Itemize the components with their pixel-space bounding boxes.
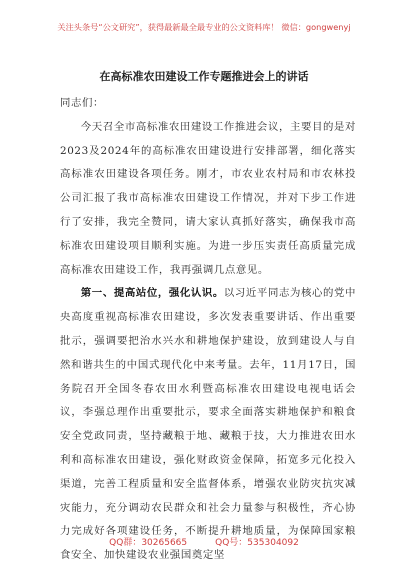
footer-qq-number: QQ号：535304092 bbox=[215, 538, 299, 548]
section-1-heading: 第一、提高站位，强化认识。 bbox=[80, 287, 224, 300]
document-title: 在高标准农田建设工作专题推进会上的讲话 bbox=[99, 70, 309, 83]
salutation: 同志们： bbox=[60, 97, 104, 109]
footer-qq-group: QQ群：30265665 bbox=[109, 538, 188, 548]
paragraph-section-1 bbox=[60, 282, 356, 568]
paragraph-intro: 今天召全市高标准农田建设工作推进会议，主要目的是对2023及2024年的高标准农田建设进行安排部署，细化落实高标准农田建设各项任务。刚才，市农业农村局和市农林投公司汇报了我市高标准农田建设工作情况，并对下步工作进行了安排，我完全赞同，请大家认真抓好落实，确保我市高标准农田建设项目顺利实施。为进一步压实责任高质量完成高标准农田建设工作，我再强调几点意见。 bbox=[60, 120, 356, 276]
header-banner: 关注头条号“公文研究”，获得最新最全最专业的公文资料库！ 微信：gongwenyj bbox=[57, 22, 351, 32]
section-1-text: 以习近平同志为核心的党中央高度重视高标准农田建设，多次发表重要讲话、作出重要批示，强调要把治水兴水和耕地保护建设，放到建设人与自然和谐共生的中国式现代化中来考量。去年，11月17日，国务院召开全国冬春农田水利暨高标准农田建设电视电话会议，李强总理作出重要批示，要求全面落实耕地保护和粮食安全党政同责，坚持藏粮于地、藏粮于技，大力推进农田水利和高标准农田建设，强化财政资金保障，拓宽多元化投入渠道，完善工程质量和安全监督体系，增强农业防灾抗灾减灾能力，充分调动农民群众和社会力量参与积极性，齐心协力完成好各项建设任务，不断提升耕地质量，为保障国家粮食安全、加快建设农业强国奠定坚 bbox=[60, 287, 356, 562]
document-body bbox=[60, 92, 356, 568]
footer bbox=[0, 535, 408, 548]
